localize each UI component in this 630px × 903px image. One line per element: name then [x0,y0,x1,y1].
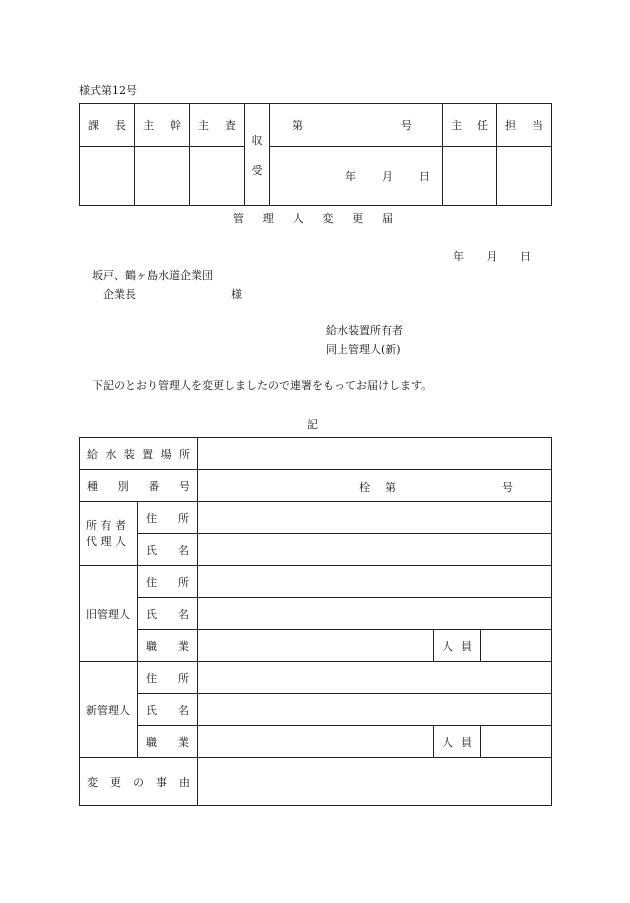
shukan-stamp[interactable] [135,147,190,206]
new-address-label: 住 所 [138,662,198,694]
owner-label: 給水装置所有者 [326,324,403,337]
tanto-header: 担 当 [497,104,552,147]
addressee-title: 企業長 [103,288,136,301]
owner-agent-label: 所 有 者 代 理 人 [80,502,138,566]
new-manager-label-cell: 新管理人 [80,662,138,758]
reason-label: 変 更 の 事 由 [80,758,198,806]
sen-label: 栓 [359,480,370,494]
shukan-header: 主 幹 [135,104,190,147]
new-name-label: 氏 名 [138,694,198,726]
owner-name-value[interactable] [198,534,552,566]
approval-table [79,103,552,206]
owner-name-label: 氏 名 [138,534,198,566]
new-occupation-label: 職 業 [138,726,198,758]
new-manager-label: 同上管理人(新) [326,343,401,356]
tanto-stamp[interactable] [497,147,552,206]
shunin-stamp[interactable] [443,147,497,206]
details-table [79,437,552,806]
go-label: 号 [502,480,513,494]
new-occupation-value[interactable] [198,726,434,758]
sama: 様 [231,288,242,301]
reason-value[interactable] [198,758,552,806]
old-address-value[interactable] [198,566,552,598]
shusa-stamp[interactable] [190,147,245,206]
old-persons-label: 人 員 [434,630,481,662]
location-value[interactable] [198,438,552,470]
type-number-value[interactable] [198,470,552,502]
old-persons-value[interactable] [481,630,552,662]
shunin-header: 主 任 [443,104,497,147]
new-name-value[interactable] [198,694,552,726]
kacho-stamp[interactable] [80,147,135,206]
new-persons-label: 人 員 [434,726,481,758]
kacho-header: 課 長 [80,104,135,147]
dai-label: 第 [385,480,396,494]
receipt-label: 収 受 [245,104,270,206]
receipt-number: 第 号 [270,104,443,147]
old-occupation-label: 職 業 [138,630,198,662]
old-occupation-value[interactable] [198,630,434,662]
owner-address-value[interactable] [198,502,552,534]
ki-label: 記 [307,418,318,431]
addressee: 坂戸、鶴ヶ島水道企業団 [92,269,213,282]
new-address-value[interactable] [198,662,552,694]
location-label: 給 水 装 置 場 所 [80,438,198,470]
owner-address-label: 住 所 [138,502,198,534]
old-address-label: 住 所 [138,566,198,598]
old-manager-label: 旧管理人 [80,566,138,662]
submission-date: 年 月 日 [453,250,531,263]
old-name-value[interactable] [198,598,552,630]
new-persons-value[interactable] [481,726,552,758]
receipt-date: 年 月 日 [270,147,443,206]
form-title: 管 理 人 変 更 届 [233,212,393,225]
old-name-label: 氏 名 [138,598,198,630]
statement: 下記のとおり管理人を変更しましたので連署をもってお届けします。 [92,379,433,392]
type-number-label: 種 別 番 号 [80,470,198,502]
shusa-header: 主 査 [190,104,245,147]
form-number: 様式第12号 [79,84,137,97]
